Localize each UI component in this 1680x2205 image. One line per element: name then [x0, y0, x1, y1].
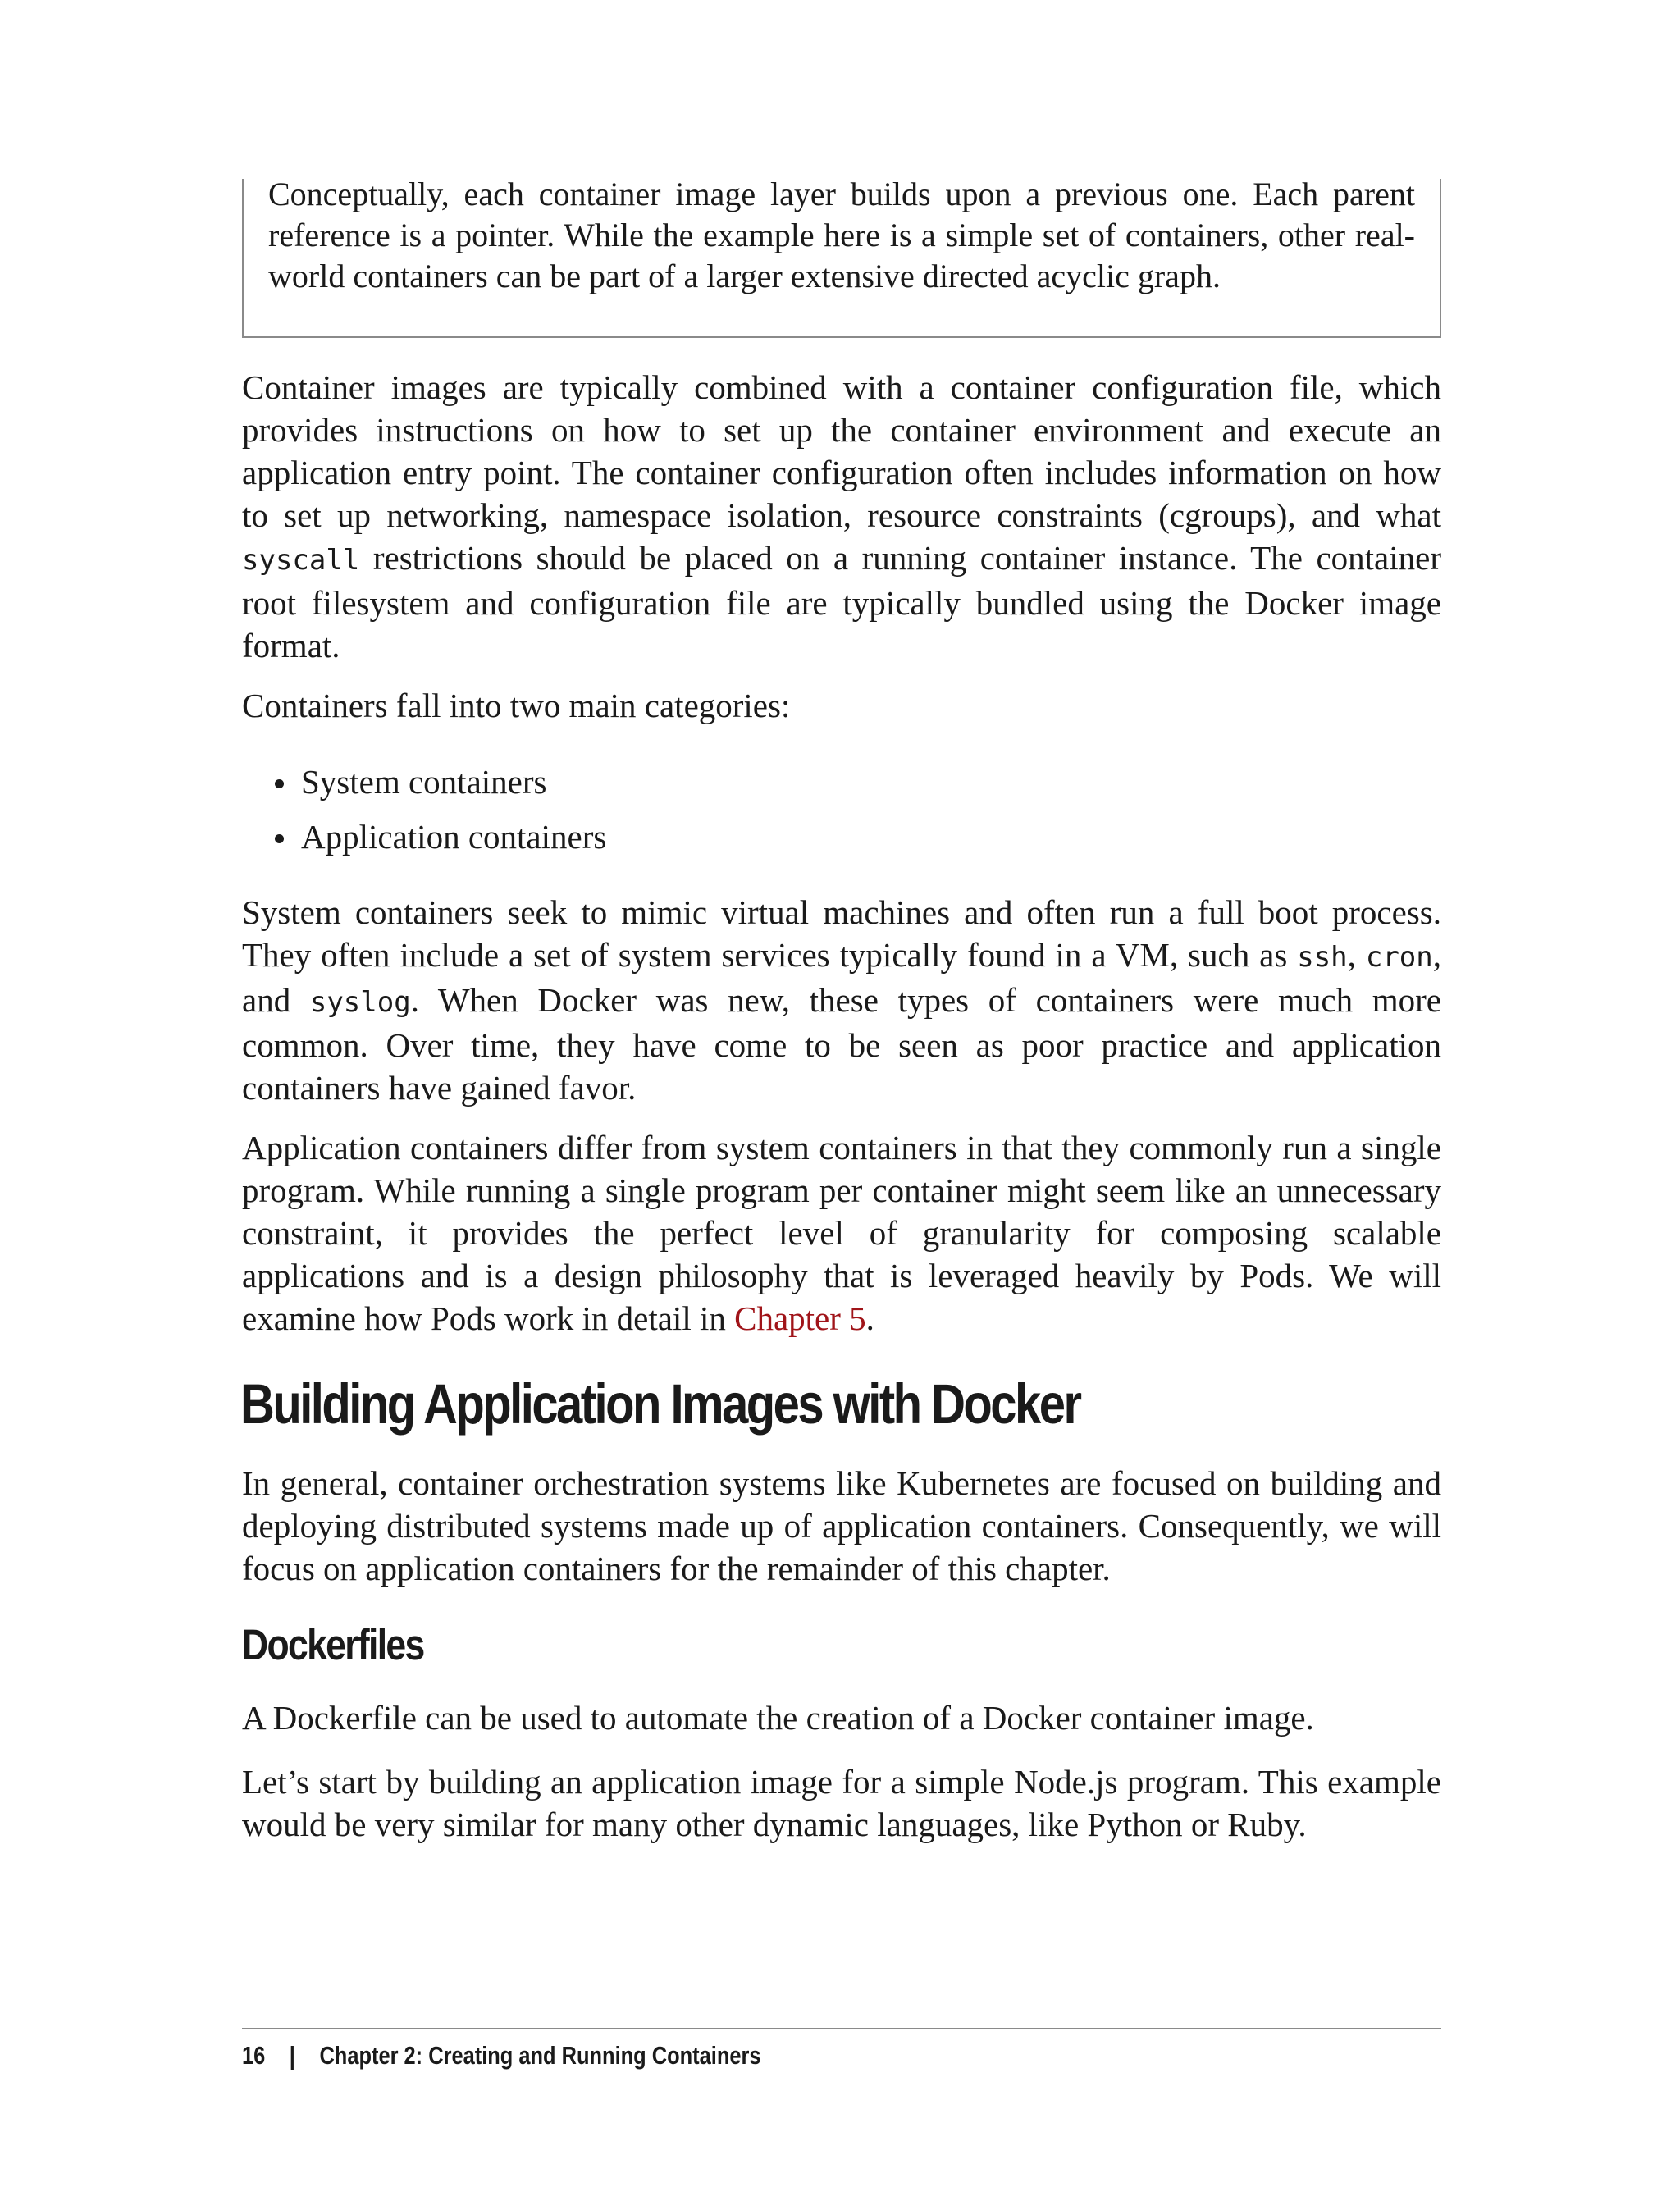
subsection-heading: Dockerfiles	[242, 1621, 424, 1669]
inline-code-syslog: syslog	[309, 986, 411, 1019]
section-heading: Building Application Images with Docker	[240, 1372, 1080, 1436]
chapter-5-link[interactable]: Chapter 5	[734, 1299, 866, 1337]
bullet-list	[242, 755, 1441, 865]
note-text: Conceptually, each container image layer builds upon a previous one. Each parent reference is a pointer. While the example here is a simple set of containers, other real-world containers can be part of a larger extensive directed acyclic graph.	[268, 176, 1415, 294]
inline-code-syscall: syscall	[242, 544, 360, 577]
page-footer	[242, 2039, 761, 2072]
inline-code-ssh: ssh	[1297, 941, 1348, 974]
paragraph-orchestration: In general, container orchestration systems like Kubernetes are focused on building and deploying distributed systems made up of application containers. Consequently, we will focus on application containers for the remainder of this chapter.	[242, 1464, 1441, 1587]
paragraph-application-containers: Application containers differ from system containers in that they commonly run a single program. While running a single program per container might seem like an unnecessary constraint, it provides the perfect level of granularity for composing scalable applications and is a design philosophy that is leveraged heavily by Pods. We will examine how Pods work in detail in Chapter 5.	[242, 1129, 1441, 1337]
footer-rule	[242, 2028, 1441, 2029]
paragraph-categories-intro: Containers fall into two main categories:	[242, 687, 791, 724]
inline-code-cron: cron	[1365, 941, 1433, 974]
paragraph-container-images: Container images are typically combined with a container configuration file, which provides instructions on how to set up the container environment and execute an application entry point. The container configuration often includes information on how to set up networking, namespace isolation, resource constraints (cgroups), and what syscall restrictions should be placed on a running container instance. The container root filesystem and configuration file are typically bundled using the Docker image format.	[242, 368, 1441, 664]
paragraph-dockerfile-intro: A Dockerfile can be used to automate the creation of a Docker container image.	[242, 1699, 1314, 1737]
paragraph-nodejs-example: Let’s start by building an application image for a simple Node.js program. This example would be very similar for many other dynamic languages, like Python or Ruby.	[242, 1763, 1441, 1843]
list-item: System containers	[242, 755, 1441, 810]
page-number: 16	[242, 2041, 266, 2070]
footer-separator: |	[289, 2041, 295, 2070]
list-item: Application containers	[242, 810, 1441, 865]
paragraph-system-containers: System containers seek to mimic virtual machines and often run a full boot process. They often include a set of system services typically found in a VM, such as ssh, cron, and syslog. When Docker was new, these types of containers were much more common. Over time, they have come to be seen as poor practice and application containers have gained favor.	[242, 893, 1441, 1107]
chapter-title: Chapter 2: Creating and Running Containers	[319, 2041, 761, 2070]
